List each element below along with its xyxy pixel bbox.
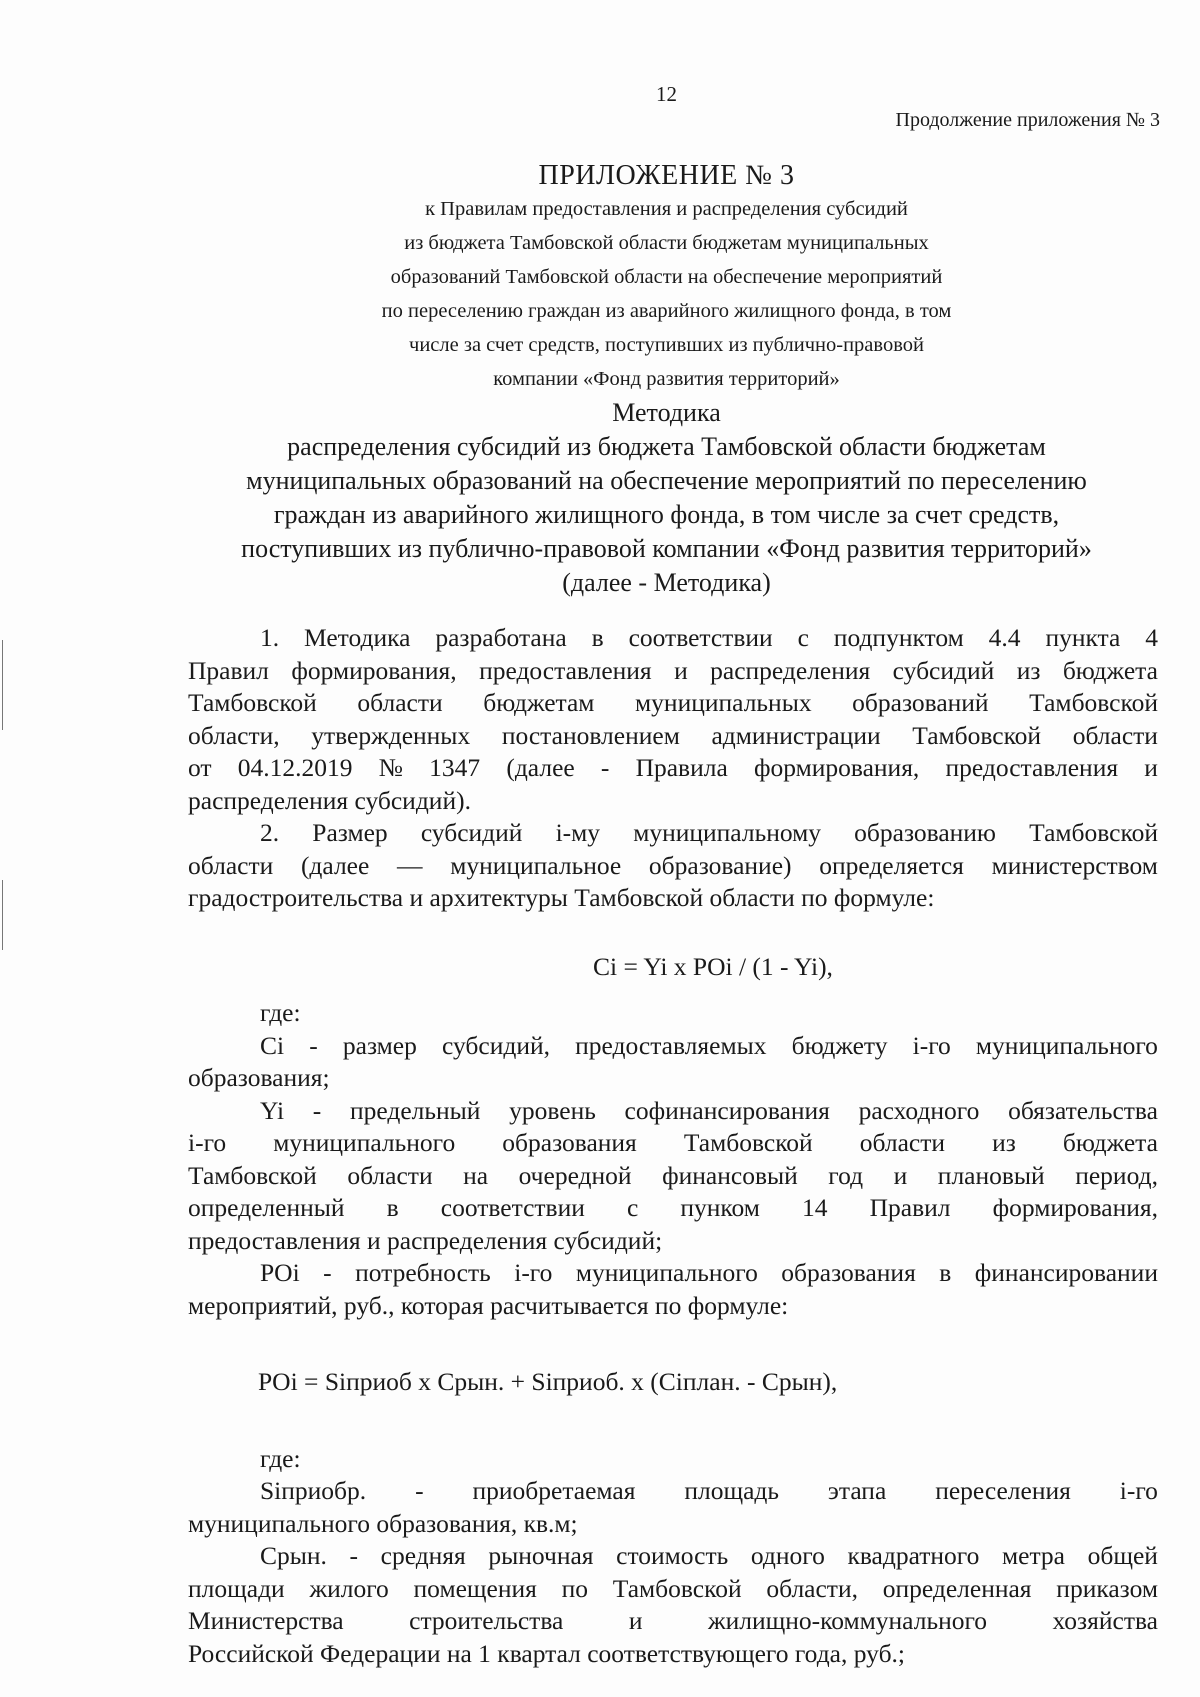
justified-line: от 04.12.2019 № 1347 (далее - Правила формирования, предоставления и xyxy=(188,753,1158,782)
where-label: где: xyxy=(260,998,301,1027)
subsidy-formula: Ci = Yi x POi / (1 - Yi), xyxy=(593,951,833,981)
paragraph-last-line: Российской Федерации на 1 квартал соответствующего года, руб.; xyxy=(188,1638,906,1668)
paragraph-last-line: образования; xyxy=(188,1063,330,1092)
justified-line: 2. Размер субсидий i-му муниципальному образованию Тамбовской xyxy=(260,818,1158,847)
scan-edge-mark xyxy=(2,880,3,950)
justified-line: Правил формирования, предоставления и распределения субсидий из бюджета xyxy=(188,655,1158,685)
justified-line: Yi - предельный уровень софинансирования расходного обязательства xyxy=(260,1095,1158,1125)
appendix-subtitle xyxy=(0,192,1200,396)
method-title-line: граждан из аварийного жилищного фонда, в том числе за счет средств, xyxy=(273,500,1060,529)
appendix-subtitle-line: образований Тамбовской области на обеспечение мероприятий xyxy=(390,266,943,288)
justified-line: Тамбовской области бюджетам муниципальных образований Тамбовской xyxy=(188,688,1158,717)
appendix-subtitle-line: числе за счет средств, поступивших из публично-правовой xyxy=(409,334,924,356)
appendix-title: ПРИЛОЖЕНИЕ № 3 xyxy=(538,160,795,191)
method-title-line: (далее - Методика) xyxy=(562,568,771,597)
appendix-subtitle-line: к Правилам предоставления и распределения субсидий xyxy=(425,198,908,220)
continuation-note: Продолжение приложения № 3 xyxy=(895,109,1160,131)
justified-line: Срын. - средняя рыночная стоимость одного квадратного метра общей xyxy=(260,1541,1158,1570)
where-label: где: xyxy=(260,1443,301,1473)
method-title-line: распределения субсидий из бюджета Тамбовской области бюджетам xyxy=(287,432,1046,461)
justified-line: области, утвержденных постановлением администрации Тамбовской области xyxy=(188,720,1158,750)
justified-line: площади жилого помещения по Тамбовской области, определенная приказом xyxy=(188,1573,1158,1603)
justified-line: i-го муниципального образования Тамбовской области из бюджета xyxy=(188,1128,1158,1157)
scan-edge-mark xyxy=(2,640,3,730)
need-formula: POi = Siприоб x Cрын. + Siприоб. x (Ciплан. - Cрын), xyxy=(258,1367,838,1396)
method-title-line: поступивших из публично-правовой компании «Фонд развития территорий» xyxy=(241,534,1092,563)
paragraph-last-line: распределения субсидий). xyxy=(188,785,471,815)
method-heading: Методика xyxy=(612,398,721,427)
page-number: 12 xyxy=(656,82,677,106)
paragraph-last-line: муниципального образования, кв.м; xyxy=(188,1508,578,1538)
justified-line: Тамбовской области на очередной финансовый год и плановый период, xyxy=(188,1160,1158,1190)
paragraph-last-line: градостроительства и архитектуры Тамбовской области по формуле: xyxy=(188,883,935,912)
justified-line: 1. Методика разработана в соответствии с подпунктом 4.4 пункта 4 xyxy=(260,623,1158,652)
justified-line: POi - потребность i-го муниципального образования в финансировании xyxy=(260,1258,1158,1287)
justified-line: Ci - размер субсидий, предоставляемых бюджету i-го муниципального xyxy=(260,1030,1158,1060)
appendix-subtitle-line: из бюджета Тамбовской области бюджетам муниципальных xyxy=(404,232,929,254)
appendix-subtitle-line: по переселению граждан из аварийного жилищного фонда, в том xyxy=(381,300,952,322)
document-body xyxy=(188,622,1158,1670)
justified-line: Siприобр. - приобретаемая площадь этапа переселения i-го xyxy=(260,1476,1158,1505)
method-title-line: муниципальных образований на обеспечение мероприятий по переселению xyxy=(246,466,1087,495)
justified-line: определенный в соответствии с пунком 14 Правил формирования, xyxy=(188,1193,1158,1222)
justified-line: Министерства строительства и жилищно-коммунального хозяйства xyxy=(188,1606,1158,1635)
paragraph-last-line: предоставления и распределения субсидий; xyxy=(188,1225,663,1255)
justified-line: области (далее — муниципальное образование) определяется министерством xyxy=(188,850,1158,880)
method-title-block xyxy=(0,396,1200,600)
appendix-subtitle-line: компании «Фонд развития территорий» xyxy=(493,368,840,390)
paragraph-last-line: мероприятий, руб., которая расчитывается по формуле: xyxy=(188,1290,789,1320)
